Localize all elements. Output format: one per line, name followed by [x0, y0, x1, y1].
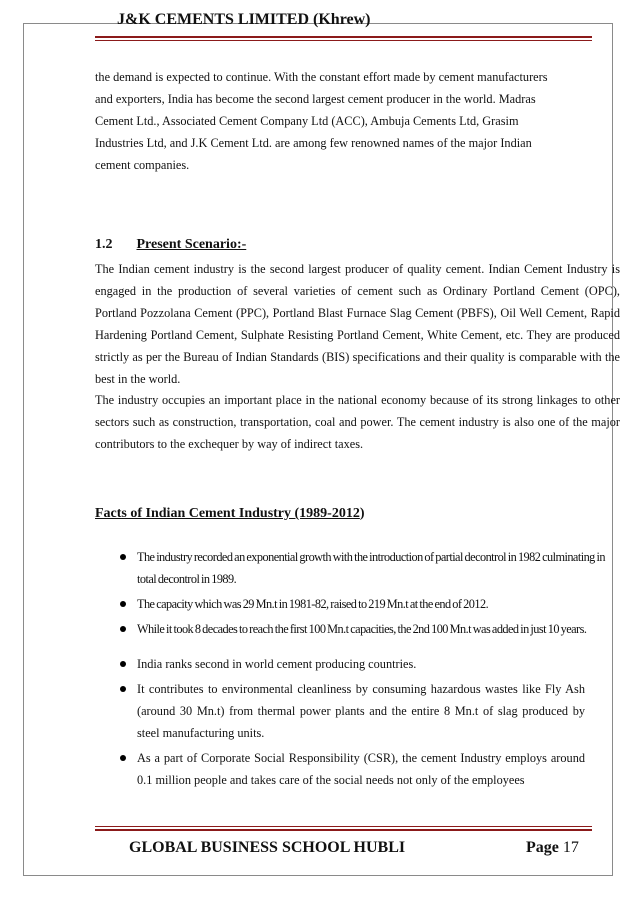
- list-item-text: It contributes to environmental cleanliness by consuming hazardous wastes like Fly Ash (around 30 Mn.t) from thermal power plants and the entire 8 Mn.t of slag produced by steel manufacturing units.: [137, 682, 585, 740]
- page-number: 17: [562, 839, 579, 856]
- list-item: [95, 678, 585, 744]
- list-item-text: The industry recorded an exponential growth with the introduction of partial decontrol in 1982 culminating in total decontrol in 1989.: [137, 550, 605, 586]
- scenario-paragraph-1: The Indian cement industry is the second largest producer of quality cement. Indian Cement Industry is engaged in the production of several varieties of cement such as Ordinary Portland Cement (OPC), Portland Pozzolana Cement (PPC), Portland Blast Furnace Slag Cement (PBFS), Oil Well Cement, Rapid Hardening Portland Cement, Sulphate Resisting Portland Cement, White Cement, etc. They are produced strictly as per the Bureau of Indian Standards (BIS) specifications and their quality is comparable with the best in the world.: [95, 262, 620, 386]
- bullet-icon: [120, 755, 126, 761]
- section-heading: [95, 237, 246, 253]
- scenario-paragraph-2: The industry occupies an important place in the national economy because of its strong linkages to other sectors such as construction, transportation, coal and power. The cement industry is also one of the major contributors to the exchequer by way of indirect taxes.: [95, 393, 620, 451]
- list-item: [95, 653, 585, 675]
- facts-list-2: [95, 653, 585, 794]
- list-item: [95, 546, 625, 590]
- footer-school: GLOBAL BUSINESS SCHOOL HUBLI: [129, 839, 406, 856]
- list-item-text: As a part of Corporate Social Responsibility (CSR), the cement Industry employs around 0.1 million people and takes care of the social needs not only of the employees: [137, 751, 585, 787]
- list-item: [95, 747, 585, 791]
- footer-rule-thin: [95, 826, 592, 827]
- bullet-icon: [120, 554, 126, 560]
- bullet-icon: [120, 661, 126, 667]
- section-title: Present Scenario:-: [136, 237, 247, 252]
- facts-title: Facts of Indian Cement Industry (1989-2012: [95, 506, 360, 521]
- footer-page: [526, 839, 579, 857]
- header-rule-thin: [95, 40, 592, 41]
- facts-title-suffix: ): [359, 506, 365, 521]
- list-item-text: While it took 8 decades to reach the first 100 Mn.t capacities, the 2nd 100 Mn.t was added in just 10 years.: [137, 622, 587, 636]
- footer-rule: [95, 829, 592, 831]
- bullet-icon: [120, 626, 126, 632]
- intro-paragraph: the demand is expected to continue. With the constant effort made by cement manufacturers and exporters, India has become the second largest cement producer in the world. Madras Cement Ltd., Associated Cement Company Ltd (ACC), Ambuja Cements Ltd, Grasim Industries Ltd, and J.K Cement Ltd. are among few renowned names of the major Indian cement companies.: [95, 70, 548, 172]
- header-title: J&K CEMENTS LIMITED (Khrew): [117, 11, 371, 28]
- list-item-text: The capacity which was 29 Mn.t in 1981-82, raised to 219 Mn.t at the end of 2012.: [137, 597, 489, 611]
- bullet-icon: [120, 686, 126, 692]
- list-item-text: India ranks second in world cement producing countries.: [137, 657, 417, 671]
- bullet-icon: [120, 601, 126, 607]
- facts-list-1: [95, 546, 625, 643]
- header-rule: [95, 36, 592, 38]
- facts-heading: [95, 506, 365, 522]
- section-number: 1.2: [95, 237, 113, 252]
- list-item: [95, 618, 625, 640]
- list-item: [95, 593, 625, 615]
- page-label: Page: [526, 839, 559, 856]
